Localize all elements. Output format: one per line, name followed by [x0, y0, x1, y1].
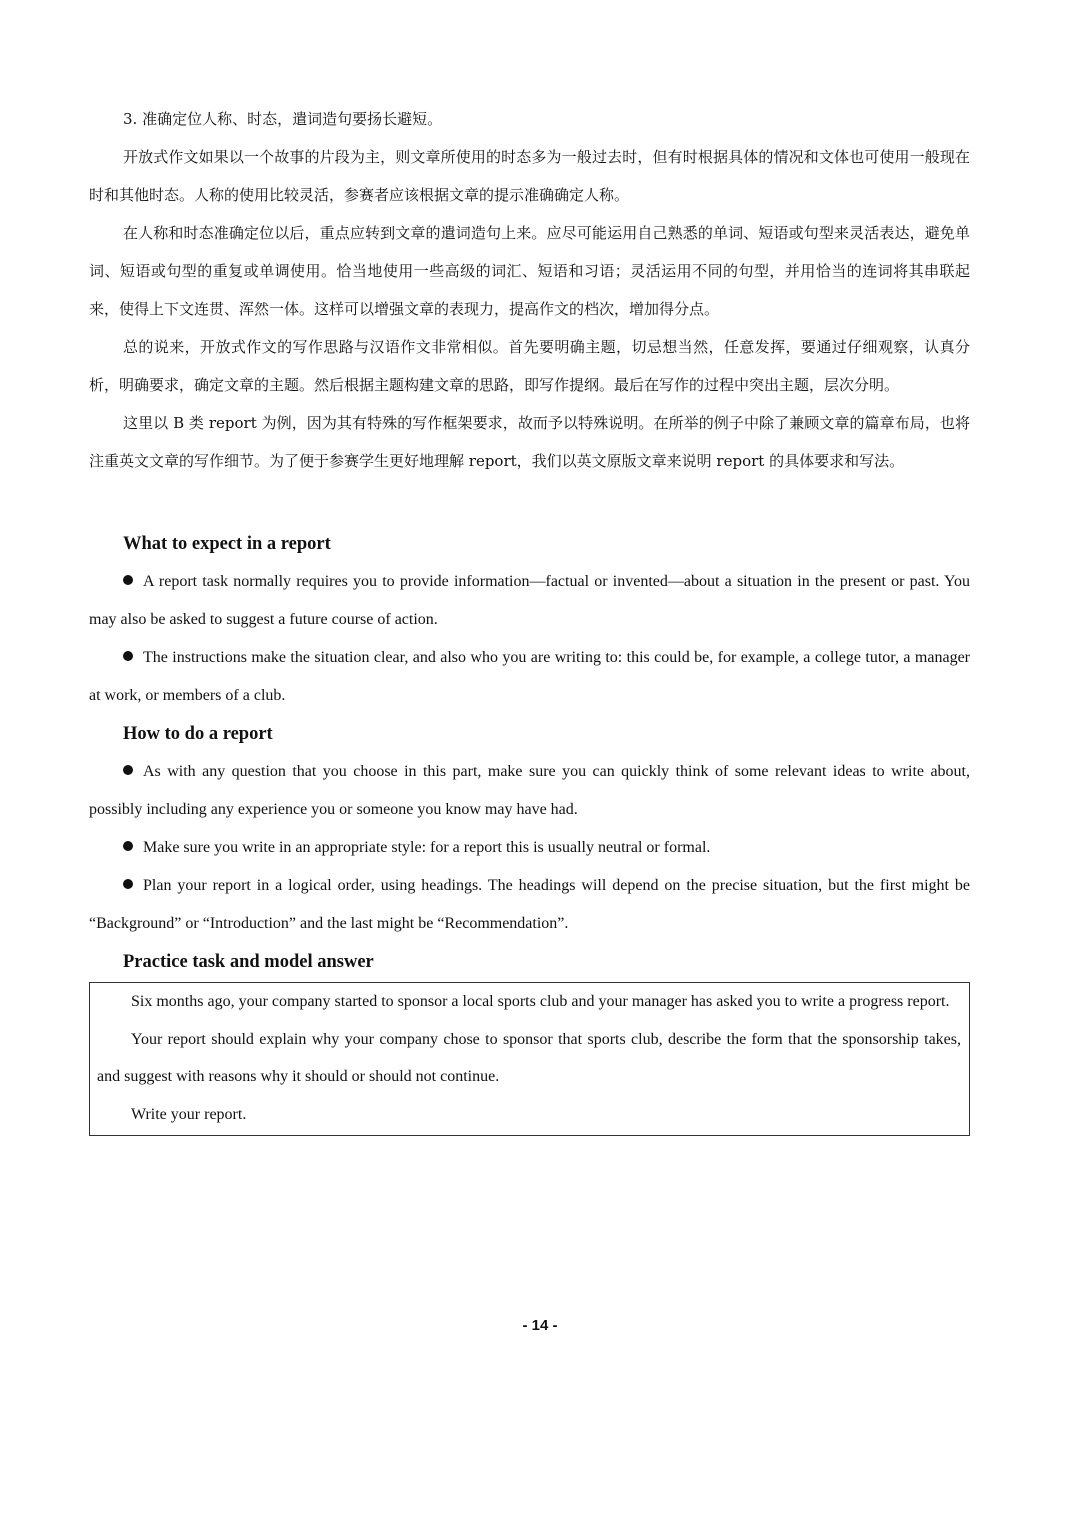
how-bullet-3-text: Plan your report in a logical order, using headings. The headings will depend on the precise situation, but the first might be “Background” or “Introduction” and the last might be “Recommendation”. [89, 877, 970, 932]
expect-bullet-1-text: A report task normally requires you to provide information—factual or invented—about a situation in the present or past. You may also be asked to suggest a future course of action. [89, 573, 970, 628]
how-bullet-3 [89, 867, 970, 943]
expect-heading: What to expect in a report [123, 534, 331, 554]
practice-task-box [89, 982, 970, 1136]
bullet-icon [123, 651, 133, 661]
expect-bullet-2 [89, 639, 970, 715]
paragraph-report-intro: 这里以 B 类 report 为例，因为其有特殊的写作框架要求，故而予以特殊说明。在所举的例子中除了兼顾文章的篇章布局，也将注重英文文章的写作细节。为了便于参赛学生更好地理解 report，我们以英文原版文章来说明 report 的具体要求和写法。 [89, 414, 970, 470]
paragraph-word-choice: 在人称和时态准确定位以后，重点应转到文章的遣词造句上来。应尽可能运用自己熟悉的单词、短语或句型来灵活表达，避免单词、短语或句型的重复或单调使用。恰当地使用一些高级的词汇、短语和习语；灵活运用不同的句型，并用恰当的连词将其串联起来，使得上下文连贯、浑然一体。这样可以增强文章的表现力，提高作文的档次，增加得分点。 [89, 224, 970, 318]
expect-bullet-2-text: The instructions make the situation clear, and also who you are writing to: this could be, for example, a college tutor, a manager at work, or members of a club. [89, 649, 970, 704]
task-paragraph-3: Write your report. [131, 1105, 247, 1123]
task-paragraph-2: Your report should explain why your company chose to sponsor that sports club, describe the form that the sponsorship takes, and suggest with reasons why it should or should not continue. [97, 1030, 961, 1085]
task-paragraph-1: Six months ago, your company started to sponsor a local sports club and your manager has asked you to write a progress report. [131, 993, 950, 1010]
paragraph-summary: 总的说来，开放式作文的写作思路与汉语作文非常相似。首先要明确主题，切忌想当然，任意发挥，要通过仔细观察，认真分析，明确要求，确定文章的主题。然后根据主题构建文章的思路，即写作提纲。最后在写作的过程中突出主题，层次分明。 [89, 338, 970, 394]
bullet-icon [123, 879, 133, 889]
bullet-icon [123, 575, 133, 585]
how-bullet-1 [89, 753, 970, 829]
how-heading: How to do a report [123, 724, 273, 744]
spacer [89, 480, 970, 525]
how-bullet-2-text: Make sure you write in an appropriate style: for a report this is usually neutral or formal. [143, 839, 711, 856]
bullet-icon [123, 765, 133, 775]
paragraph-tense-person: 开放式作文如果以一个故事的片段为主，则文章所使用的时态多为一般过去时，但有时根据具体的情况和文体也可使用一般现在时和其他时态。人称的使用比较灵活，参赛者应该根据文章的提示准确确定人称。 [89, 148, 970, 204]
section-heading-3: 3. 准确定位人称、时态，遣词造句要扬长避短。 [123, 110, 443, 128]
how-bullet-2 [89, 829, 970, 867]
bullet-icon [123, 841, 133, 851]
practice-heading: Practice task and model answer [123, 952, 374, 972]
page-content [89, 104, 970, 1136]
how-bullet-1-text: As with any question that you choose in this part, make sure you can quickly think of some relevant ideas to write about, possibly including any experience you or someone you know may have had. [89, 763, 970, 818]
expect-bullet-1 [89, 563, 970, 639]
page-number: - 14 - [522, 1317, 558, 1334]
